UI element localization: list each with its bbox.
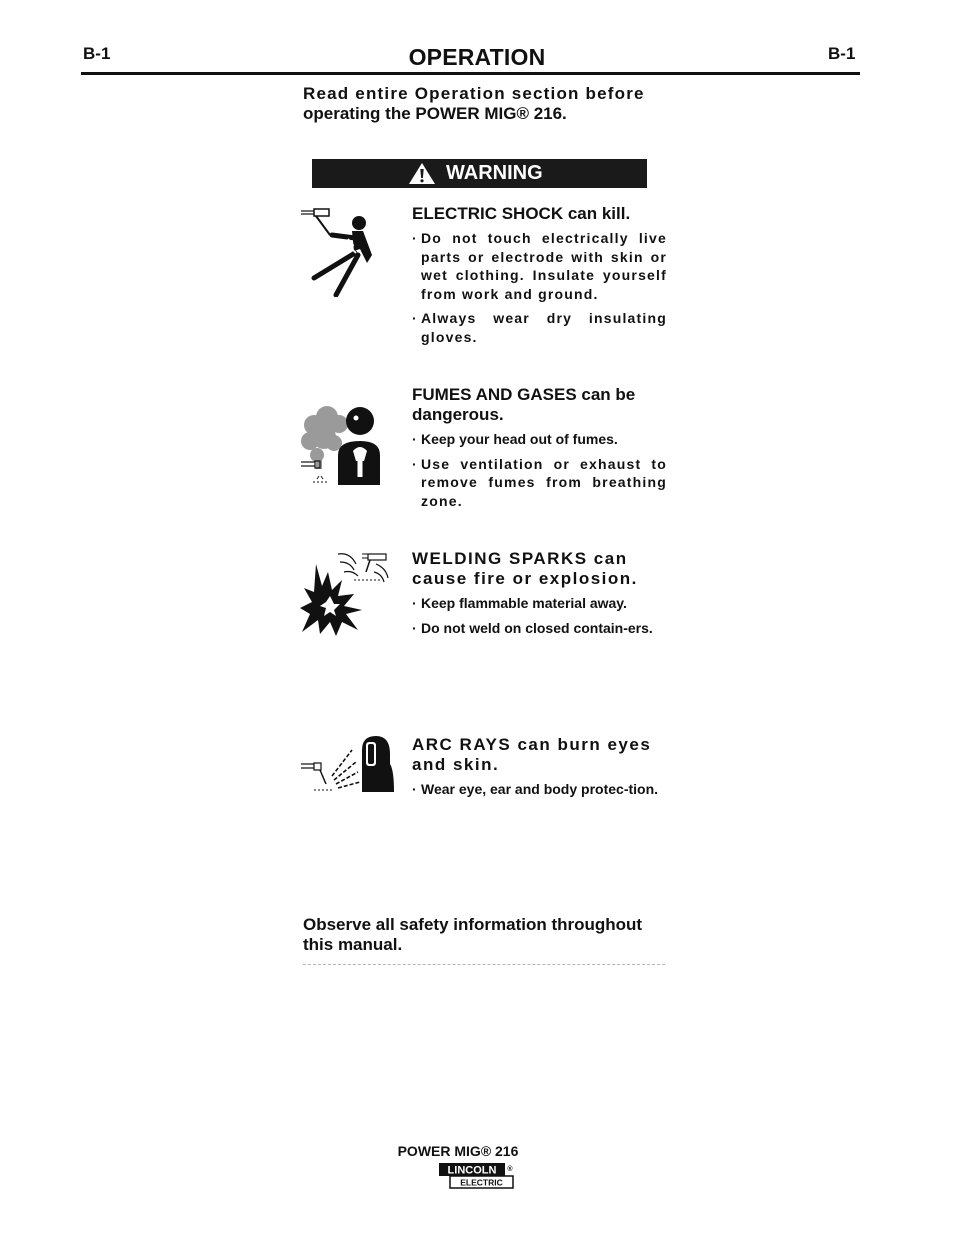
welding-sparks-explosion-icon (300, 550, 392, 638)
hazard-bullets (412, 594, 667, 637)
hazard-title: FUMES AND GASES can be dangerous. (412, 385, 636, 424)
page-number-right: B-1 (828, 44, 856, 63)
hazard-bullet: · Wear eye, ear and body protec-tion. (412, 780, 667, 799)
fumes-gases-icon (300, 403, 382, 487)
dashed-divider (303, 964, 665, 965)
warning-banner (312, 159, 647, 188)
hazard-welding-sparks (412, 549, 667, 643)
header-rule (81, 72, 860, 75)
hazard-bullet: · Do not weld on closed contain-ers. (412, 619, 667, 638)
intro-line-1: Read entire Operation section before (303, 84, 645, 103)
page-number-left: B-1 (83, 44, 111, 63)
intro-text (303, 84, 667, 124)
hazard-electric-shock (412, 204, 667, 352)
hazard-bullets (412, 780, 667, 799)
logo-text-bottom: ELECTRIC (460, 1177, 503, 1188)
hazard-bullets (412, 430, 667, 510)
hazard-bullet: · Use ventilation or exhaust to remove fumes from breathing zone. (412, 455, 667, 511)
warning-triangle-icon (408, 162, 436, 185)
hazard-title: ARC RAYS can burn eyes and skin. (412, 735, 652, 774)
logo-text-top: LINCOLN (447, 1164, 497, 1177)
electric-shock-icon (300, 205, 375, 297)
closing-notice: Observe all safety information throughout this manual. (303, 915, 643, 954)
footer-model-name: POWER MIG® 216 (397, 1143, 519, 1159)
hazard-arc-rays (412, 735, 667, 805)
warning-label: WARNING (446, 162, 543, 184)
logo-registered-mark: ® (507, 1166, 513, 1173)
hazard-fumes-gases (412, 385, 667, 516)
lincoln-electric-logo (438, 1162, 516, 1190)
hazard-bullets (412, 229, 667, 346)
hazard-title: ELECTRIC SHOCK can kill. (412, 204, 631, 223)
hazard-bullet: · Always wear dry insulating gloves. (412, 309, 667, 346)
hazard-title: WELDING SPARKS can cause fire or explosion. (412, 549, 638, 588)
hazard-bullet: · Keep flammable material away. (412, 594, 667, 613)
page-title: OPERATION (408, 44, 546, 70)
hazard-bullet: · Keep your head out of fumes. (412, 430, 667, 449)
arc-rays-icon (300, 734, 396, 794)
hazard-bullet: · Do not touch electrically live parts or electrode with skin or wet clothing. Insulate yourself from work and ground. (412, 229, 667, 303)
intro-line-2: operating the POWER MIG® 216. (303, 104, 567, 123)
